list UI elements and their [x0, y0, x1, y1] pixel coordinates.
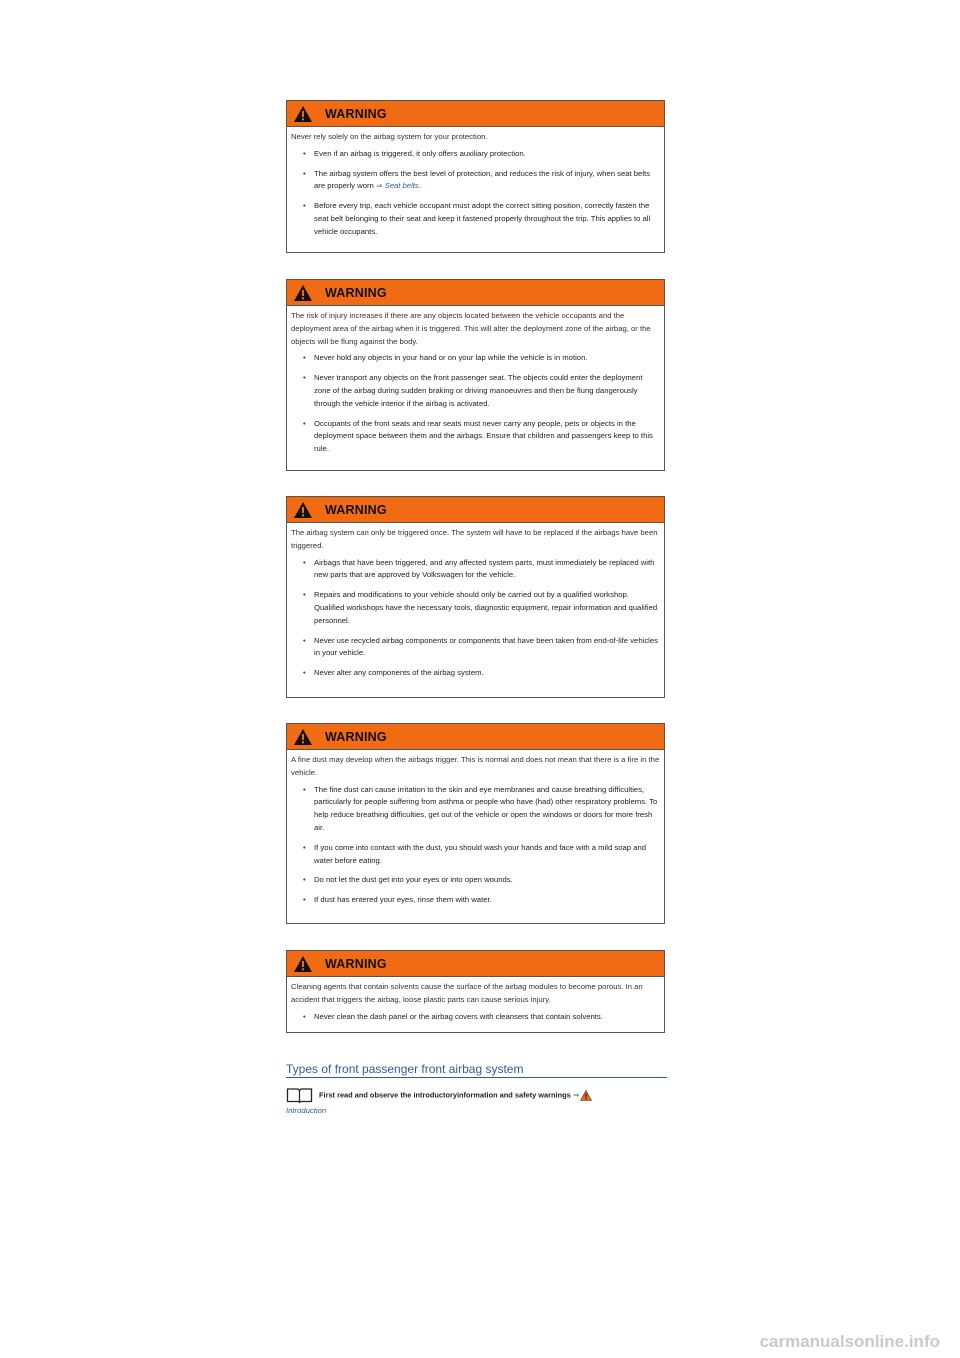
warning-header	[287, 497, 664, 523]
warning-intro: Cleaning agents that contain solvents cause the surface of the airbag modules to become porous. In an accident that triggers the airbag, loose plastic parts can cause serious injury.	[291, 982, 643, 1004]
section-title: Types of front passenger front airbag system	[286, 1062, 667, 1078]
xref-arrow: ⇒	[375, 181, 383, 191]
warning-header	[287, 951, 664, 977]
warning-triangle-icon	[580, 1090, 592, 1101]
watermark: carmanualsonline.info	[759, 1332, 940, 1351]
warning-box-5	[286, 950, 665, 1033]
list-item: • If dust has entered your eyes, rinse them with water.	[303, 894, 658, 907]
warning-triangle-icon	[293, 105, 313, 123]
list-item: • Never hold any objects in your hand or on your lap while the vehicle is in motion.	[303, 352, 658, 365]
read-first-note	[286, 1087, 667, 1103]
warning-box-1	[286, 100, 665, 253]
list-item: • Repairs and modifications to your vehicle should only be carried out by a qualified workshop. Qualified workshops have the necessary tools, diagnostic equipment, repair information and qualified personnel.	[303, 589, 658, 627]
warning-list	[287, 148, 664, 245]
list-item-text: The airbag system offers the best level of protection, and reduces the risk of injury, when seat belts are properly worn	[314, 168, 651, 191]
warning-intro: A fine dust may develop when the airbags trigger. This is normal and does not mean that there is a fire in the vehicle.	[291, 755, 660, 777]
introduction-link[interactable]: Introduction	[286, 1106, 327, 1115]
list-item: • Never use recycled airbag components or components that have been taken from end-of-life vehicles in your vehicle.	[303, 635, 658, 661]
list-item: • Never clean the dash panel or the airbag covers with cleansers that contain solvents.	[303, 1011, 658, 1024]
read-first-label: First read and observe the introductoryinformation and safety warnings	[319, 1089, 571, 1099]
warning-list	[287, 1011, 664, 1030]
warning-intro: Never rely solely on the airbag system for your protection.	[291, 132, 488, 141]
warning-title: WARNING	[325, 502, 387, 517]
list-item: • Occupants of the front seats and rear seats must never carry any people, pets or objects in the deployment space between them and the airbags. Ensure that children and passengers keep to this rule.	[303, 418, 658, 456]
list-item: • If you come into contact with the dust, you should wash your hands and face with a mild soap and water before eating.	[303, 842, 658, 868]
read-first-text	[319, 1090, 592, 1101]
book-icon	[286, 1087, 313, 1103]
read-first-arrow: ⇒	[572, 1089, 580, 1099]
warning-title: WARNING	[325, 956, 387, 971]
list-item: • Airbags that have been triggered, and any affected system parts, must immediately be replaced with new parts that are approved by Volkswagen for the vehicle.	[303, 557, 658, 583]
warning-triangle-icon	[293, 501, 313, 519]
warning-list	[287, 557, 664, 686]
warning-box-2	[286, 279, 665, 471]
warning-title: WARNING	[325, 729, 387, 744]
warning-header	[287, 101, 664, 127]
xref-link-seat-belts[interactable]: Seat belts	[384, 181, 419, 191]
list-item: • Never transport any objects on the front passenger seat. The objects could enter the deployment zone of the airbag during sudden braking or driving manoeuvres and then be flung dangerously through the vehicle interior if the airbag is activated.	[303, 372, 658, 410]
warning-triangle-icon	[293, 955, 313, 973]
warning-intro: The risk of injury increases if there are any objects located between the vehicle occupants and the deployment area of the airbag when it is triggered. This will alter the deployment zone of the airbag, or the objects will be flung against the body.	[291, 311, 651, 346]
warning-box-4	[286, 723, 665, 924]
warning-title: WARNING	[325, 285, 387, 300]
warning-triangle-icon	[293, 284, 313, 302]
warning-triangle-icon	[293, 728, 313, 746]
list-item	[303, 168, 658, 194]
list-item: • Do not let the dust get into your eyes or into open wounds.	[303, 874, 658, 887]
warning-list	[287, 352, 664, 462]
warning-list	[287, 784, 664, 913]
warning-box-3	[286, 496, 665, 698]
warning-intro: The airbag system can only be triggered once. The system will have to be replaced if the airbags have been triggered.	[291, 528, 658, 550]
list-item: • Even if an airbag is triggered, it only offers auxiliary protection.	[303, 148, 658, 161]
warning-header	[287, 724, 664, 750]
xref-tail: .	[418, 181, 421, 191]
warning-title: WARNING	[325, 106, 387, 121]
list-item: • Never alter any components of the airbag system.	[303, 667, 658, 680]
warning-header	[287, 280, 664, 306]
list-item: • The fine dust can cause irritation to the skin and eye membranes and cause breathing difficulties, particularly for people suffering from asthma or people who have (had) other respiratory problems. To help reduce breathing difficulties, get out of the vehicle or open the windows or doors for more fresh air.	[303, 784, 658, 835]
list-item: • Before every trip, each vehicle occupant must adopt the correct sitting position, correctly fasten the seat belt belonging to their seat and keep it fastened properly throughout the trip. This applies to all vehicle occupants.	[303, 200, 658, 238]
